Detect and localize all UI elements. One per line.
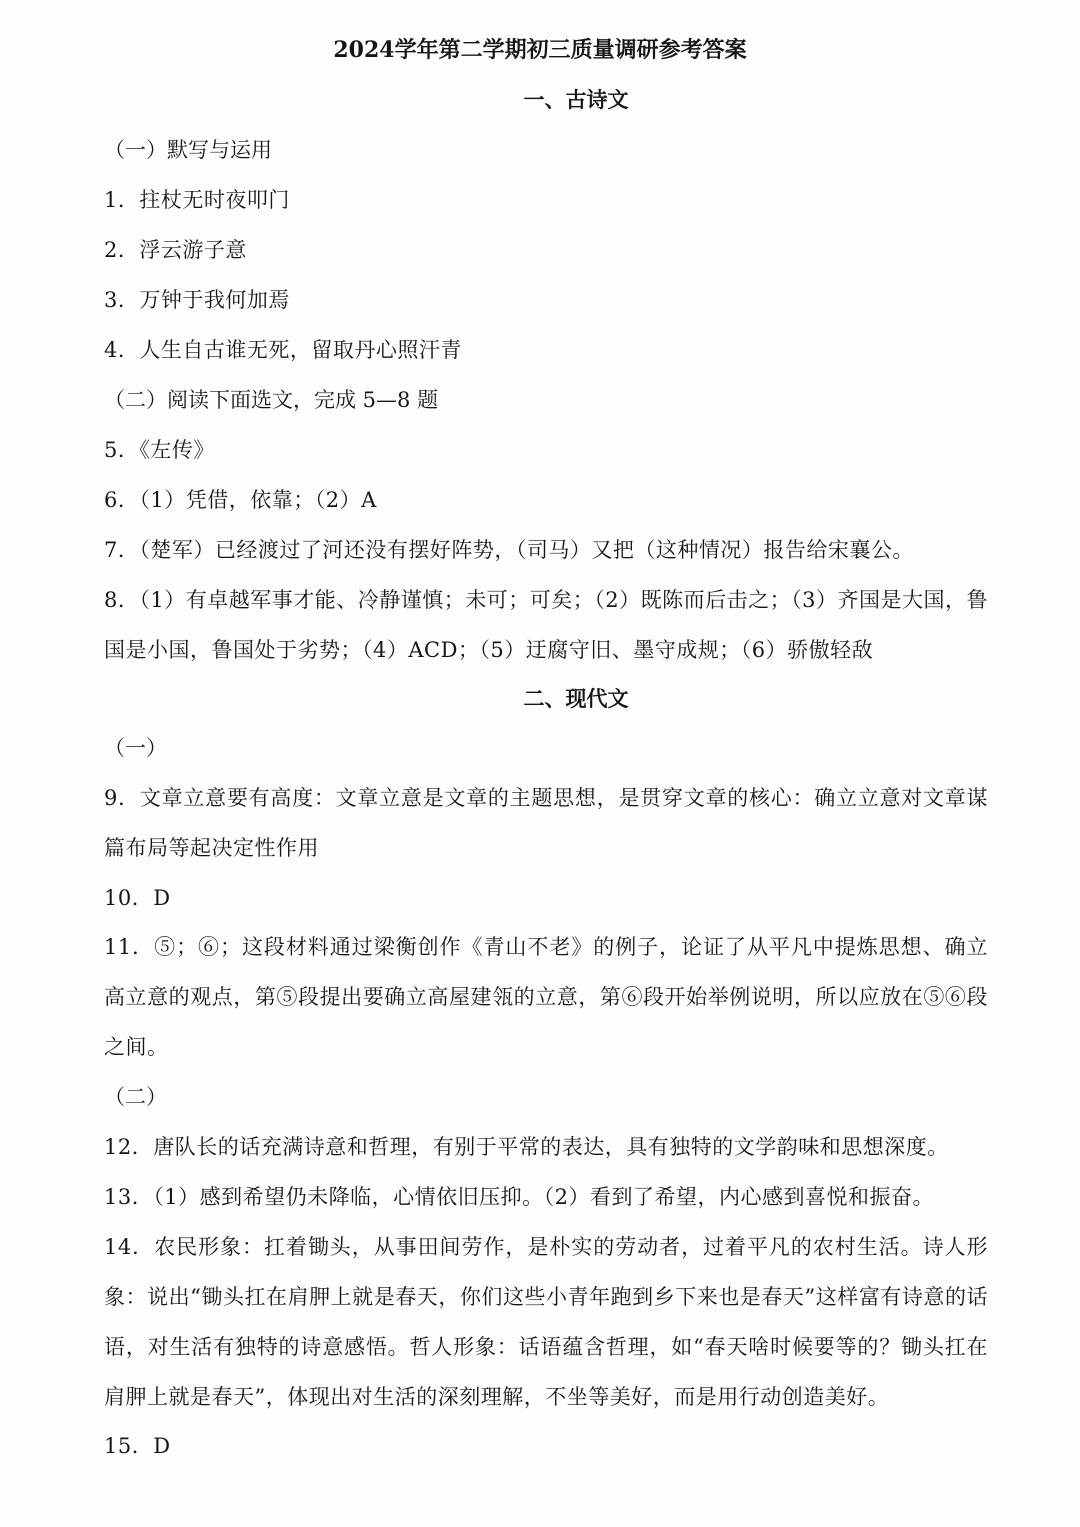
subsection-reading: （二）阅读下面选文，完成 5—8 题	[104, 388, 439, 412]
answer-q5: 5．《左传》	[104, 438, 215, 462]
answer-q14: 14．农民形象：扛着锄头，从事田间劳作，是朴实的劳动者，过着平凡的农村生活。诗人形象：说出“锄头扛在肩胛上就是春天，你们这些小青年跑到乡下来也是春天”这样富有诗意的话语，对生活有独特的诗意感悟。哲人形象：话语蕴含哲理，如“春天啥时候要等的？锄头扛在肩胛上就是春天”，体现出对生活的深刻理解，不坐等美好，而是用行动创造美好。	[104, 1235, 988, 1409]
answer-q6: 6．（1）凭借，依靠；（2）A	[104, 488, 377, 512]
answer-q1: 1．拄杖无时夜叩门	[104, 188, 290, 212]
answer-q7: 7．（楚军）已经渡过了河还没有摆好阵势，（司马）又把（这种情况）报告给宋襄公。	[104, 538, 914, 562]
subsection-modern-1: （一）	[104, 736, 167, 760]
section-heading-modern: 二、现代文	[523, 686, 629, 711]
answer-q2: 2．浮云游子意	[104, 238, 247, 262]
answer-q10: 10．D	[104, 886, 171, 910]
section-heading-classical: 一、古诗文	[523, 87, 629, 112]
answer-q8: 8．（1）有卓越军事才能、冷静谨慎；未可；可矣；（2）既陈而后击之；（3）齐国是大国，鲁国是小国，鲁国处于劣势；（4）ACD；（5）迂腐守旧、墨守成规；（6）骄傲轻敌	[104, 588, 988, 662]
answer-q9: 9．文章立意要有高度：文章立意是文章的主题思想，是贯穿文章的核心：确立立意对文章谋篇布局等起决定性作用	[104, 786, 988, 860]
answer-q15: 15．D	[104, 1434, 171, 1458]
answer-q4: 4．人生自古谁无死，留取丹心照汗青	[104, 338, 462, 362]
answer-q11: 11．⑤；⑥；这段材料通过梁衡创作《青山不老》的例子，论证了从平凡中提炼思想、确立高立意的观点，第⑤段提出要确立高屋建瓴的立意，第⑥段开始举例说明，所以应放在⑤⑥段之间。	[104, 935, 988, 1059]
document-title: 2024学年第二学期初三质量调研参考答案	[333, 37, 747, 63]
answer-q13: 13．（1）感到希望仍未降临，心情依旧压抑。（2）看到了希望，内心感到喜悦和振奋。	[104, 1185, 934, 1209]
answer-q3: 3．万钟于我何加焉	[104, 288, 290, 312]
subsection-dictation: （一）默写与运用	[104, 138, 272, 162]
answer-q12: 12．唐队长的话充满诗意和哲理，有别于平常的表达，具有独特的文学韵味和思想深度。	[104, 1135, 949, 1159]
subsection-modern-2: （二）	[104, 1085, 167, 1109]
